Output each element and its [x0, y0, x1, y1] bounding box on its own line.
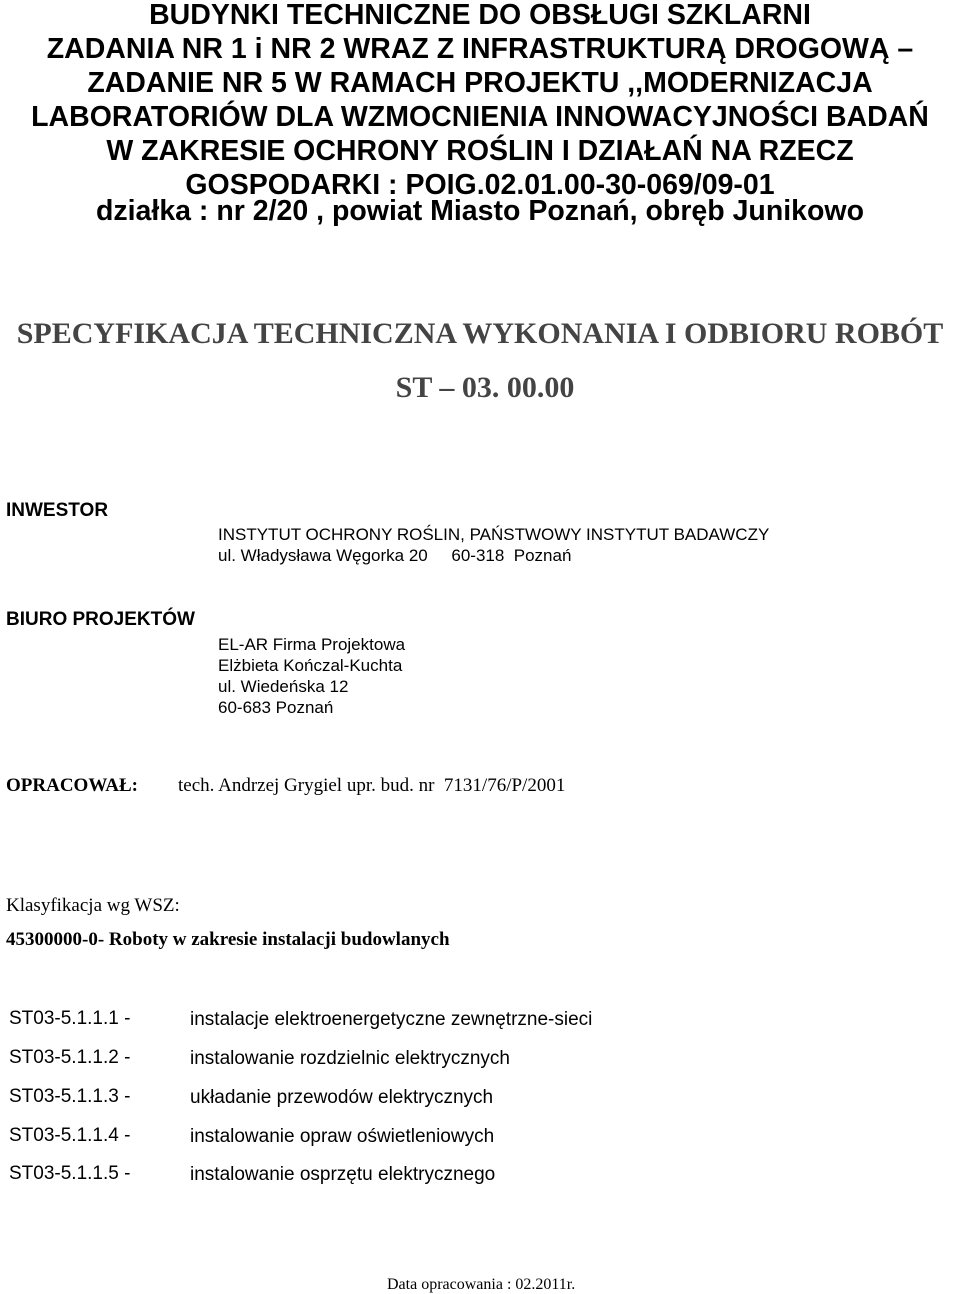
spec-code: ST03-5.1.1.3 -: [9, 1086, 131, 1107]
spec-code: ST03-5.1.1.1 -: [9, 1008, 131, 1029]
prepared-label: OPRACOWAŁ:: [6, 775, 138, 796]
bureau-line-2: Elżbieta Kończal-Kuchta: [218, 656, 403, 675]
spec-desc: instalacje elektroenergetyczne zewnętrzne-sieci: [190, 1009, 593, 1030]
header-line-4: LABORATORIÓW DLA WZMOCNIENIA INNOWACYJNOŚCI BADAŃ: [31, 101, 929, 133]
spec-desc: instalowanie osprzętu elektrycznego: [190, 1164, 496, 1185]
spec-desc: układanie przewodów elektrycznych: [190, 1087, 494, 1108]
spec-desc: instalowanie opraw oświetleniowych: [190, 1126, 495, 1147]
st-code: ST – 03. 00.00: [395, 371, 575, 404]
spec-code: ST03-5.1.1.4 -: [9, 1125, 131, 1146]
spec-code: ST03-5.1.1.2 -: [9, 1047, 131, 1068]
header-line-1: BUDYNKI TECHNICZNE DO OBSŁUGI SZKLARNI: [149, 0, 811, 31]
classification-label: Klasyfikacja wg WSZ:: [6, 895, 180, 916]
spec-title: SPECYFIKACJA TECHNICZNA WYKONANIA I ODBIORU ROBÓT: [16, 317, 944, 350]
header-line-6: GOSPODARKI : POIG.02.01.00-30-069/09-01: [185, 169, 775, 201]
header-line-3: ZADANIE NR 5 W RAMACH PROJEKTU ,,MODERNIZACJA: [87, 67, 873, 99]
investor-address: ul. Władysława Węgorka 20 60-318 Poznań: [218, 546, 572, 565]
classification-value: 45300000-0- Roboty w zakresie instalacji budowlanych: [6, 929, 450, 950]
date-line: Data opracowania : 02.2011r.: [387, 1276, 576, 1293]
header-line-5: W ZAKRESIE OCHRONY ROŚLIN I DZIAŁAŃ NA RZECZ: [106, 135, 854, 167]
spec-desc: instalowanie rozdzielnic elektrycznych: [190, 1048, 510, 1069]
bureau-line-1: EL-AR Firma Projektowa: [218, 635, 406, 654]
bureau-line-3: ul. Wiedeńska 12: [218, 677, 349, 696]
spec-code: ST03-5.1.1.5 -: [9, 1163, 131, 1184]
bureau-label: BIURO PROJEKTÓW: [6, 609, 195, 630]
header-line-7: działka : nr 2/20 , powiat Miasto Poznań, obręb Junikowo: [95, 195, 865, 227]
investor-label: INWESTOR: [6, 500, 109, 521]
header-line-2: ZADANIA NR 1 i NR 2 WRAZ Z INFRASTRUKTURĄ DROGOWĄ –: [46, 33, 914, 65]
prepared-value: tech. Andrzej Grygiel upr. bud. nr 7131/76/P/2001: [178, 775, 566, 796]
bureau-line-4: 60-683 Poznań: [218, 698, 334, 717]
investor-name: INSTYTUT OCHRONY ROŚLIN, PAŃSTWOWY INSTYTUT BADAWCZY: [218, 525, 770, 544]
